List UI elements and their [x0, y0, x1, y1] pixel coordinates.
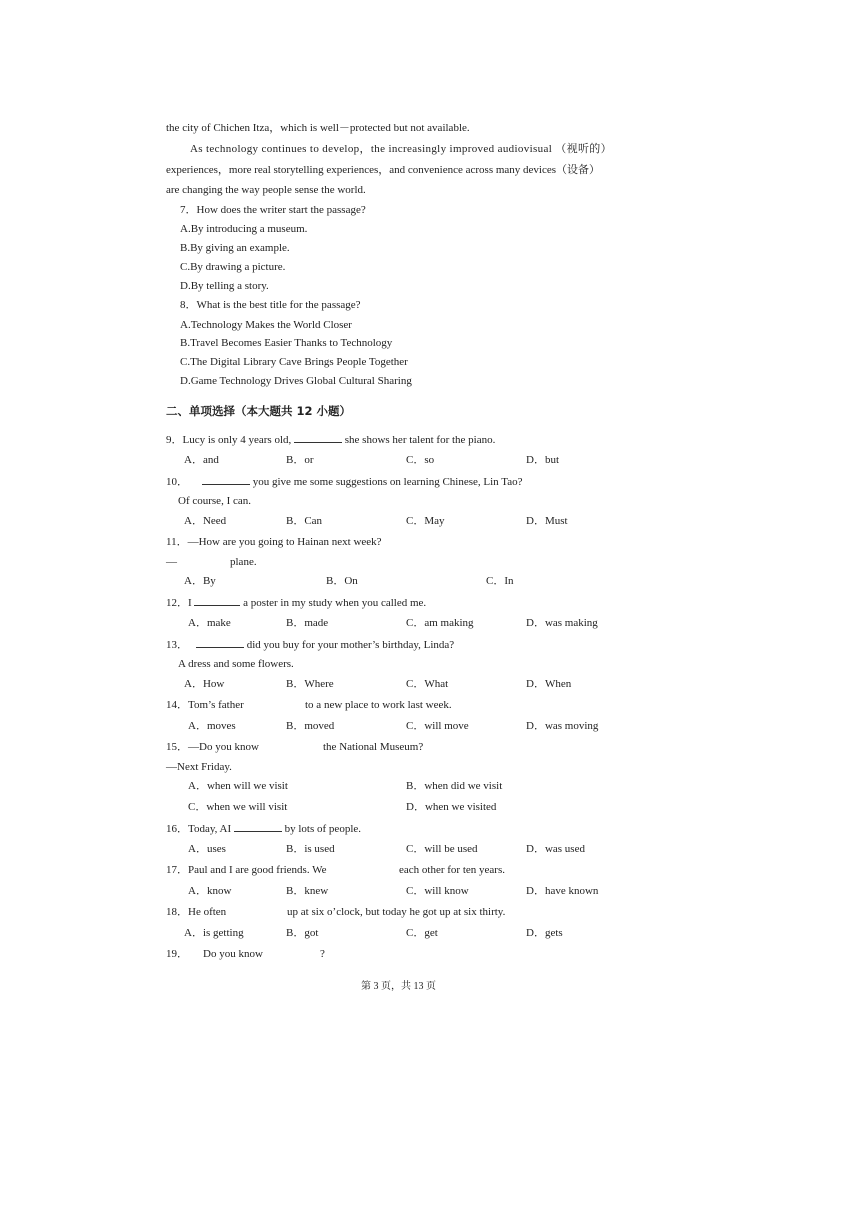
question-number: 13．	[166, 639, 188, 651]
option[interactable]: C．What	[406, 678, 449, 690]
option[interactable]: B．moved	[286, 720, 335, 732]
answer-blank	[202, 474, 250, 485]
question-14-end: to a new place to work last week.	[305, 699, 452, 711]
option[interactable]: D．but	[526, 454, 559, 466]
option[interactable]: C．will be used	[406, 843, 478, 855]
question-text: by lots of people.	[281, 823, 362, 835]
answer-line: —Next Friday.	[166, 761, 232, 773]
option[interactable]: B．or	[286, 454, 314, 466]
question-19-number: 19．	[166, 948, 188, 960]
question-8: 8．What is the best title for the passage?	[180, 299, 361, 311]
passage-line: the city of Chichen Itza，which is well－protected but not available.	[166, 122, 470, 134]
section-heading: 二、单项选择（本大题共 12 小题）	[166, 404, 352, 418]
option[interactable]: B.By giving an example.	[180, 242, 290, 254]
option[interactable]: B.Travel Becomes Easier Thanks to Technology	[180, 337, 393, 349]
passage-line: experiences，more real storytelling experiences，and convenience across many devices（设备）	[166, 164, 601, 176]
answer-line: A dress and some flowers.	[178, 658, 294, 670]
passage-line: As technology continues to develop，the increasingly improved audiovisual （视听的）	[190, 143, 613, 155]
question-12	[166, 595, 426, 610]
option[interactable]: D．Must	[526, 515, 568, 527]
option[interactable]: A.Technology Makes the World Closer	[180, 319, 352, 331]
question-number: 10．	[166, 476, 188, 488]
question-9	[166, 432, 495, 447]
page-footer: 第 3 页，共 13 页	[361, 981, 436, 992]
option[interactable]: A．know	[188, 885, 232, 897]
answer-line: Of course, I can.	[178, 495, 251, 507]
question-text: she shows her talent for the piano.	[342, 434, 496, 446]
option[interactable]: A．By	[184, 575, 216, 587]
option[interactable]: B．knew	[286, 885, 329, 897]
option[interactable]: D.By telling a story.	[180, 280, 269, 292]
question-15-end: the National Museum?	[323, 741, 424, 753]
answer-blank	[234, 821, 282, 832]
option[interactable]: A．moves	[188, 720, 236, 732]
option[interactable]: D．was making	[526, 617, 598, 629]
option[interactable]: B．Can	[286, 515, 323, 527]
passage-line: are changing the way people sense the world.	[166, 184, 366, 196]
option[interactable]: D．when we visited	[406, 801, 497, 813]
option[interactable]: A．when will we visit	[188, 780, 288, 792]
question-17-start: 17．Paul and I are good friends. We	[166, 864, 327, 876]
option[interactable]: A.By introducing a museum.	[180, 223, 308, 235]
option[interactable]: A．make	[188, 617, 231, 629]
option[interactable]: C．will move	[406, 720, 469, 732]
question-10	[166, 474, 522, 489]
question-13	[166, 637, 454, 652]
answer-line: plane.	[230, 556, 257, 568]
question-18-start: 18．He often	[166, 906, 227, 918]
option[interactable]: D．gets	[526, 927, 563, 939]
option[interactable]: B．got	[286, 927, 319, 939]
question-text: you give me some suggestions on learning Chinese, Lin Tao?	[250, 476, 523, 488]
question-19-text: Do you know	[203, 948, 263, 960]
option[interactable]: B．Where	[286, 678, 334, 690]
question-17-end: each other for ten years.	[399, 864, 505, 876]
option[interactable]: D．have known	[526, 885, 599, 897]
option[interactable]: D．was moving	[526, 720, 599, 732]
option[interactable]: A．Need	[184, 515, 227, 527]
question-text: a poster in my study when you called me.	[240, 597, 427, 609]
option[interactable]: B．when did we visit	[406, 780, 503, 792]
option[interactable]: B．is used	[286, 843, 335, 855]
answer-dash: —	[166, 556, 177, 568]
option[interactable]: C．get	[406, 927, 438, 939]
option[interactable]: D．When	[526, 678, 572, 690]
option[interactable]: C.The Digital Library Cave Brings People Together	[180, 356, 408, 368]
option[interactable]: C．In	[486, 575, 514, 587]
option[interactable]: D.Game Technology Drives Global Cultural Sharing	[180, 375, 412, 387]
option[interactable]: A．How	[184, 678, 225, 690]
question-14-start: 14．Tom’s father	[166, 699, 244, 711]
question-text: 16．Today, AI	[166, 823, 234, 835]
question-16	[166, 821, 361, 836]
question-text: 12．I	[166, 597, 195, 609]
question-7: 7．How does the writer start the passage?	[180, 204, 366, 216]
question-19-end: ?	[320, 948, 325, 960]
question-15-start: 15．—Do you know	[166, 741, 259, 753]
question-18-end: up at six o’clock, but today he got up at six thirty.	[287, 906, 506, 918]
answer-blank	[196, 637, 244, 648]
option[interactable]: C．will know	[406, 885, 469, 897]
answer-blank	[194, 595, 240, 606]
option[interactable]: C．so	[406, 454, 435, 466]
option[interactable]: C．when we will visit	[188, 801, 288, 813]
option[interactable]: C．May	[406, 515, 445, 527]
option[interactable]: A．is getting	[184, 927, 244, 939]
option[interactable]: B．On	[326, 575, 358, 587]
option[interactable]: C．am making	[406, 617, 474, 629]
question-text: 9．Lucy is only 4 years old,	[166, 434, 295, 446]
option[interactable]: D．was used	[526, 843, 585, 855]
option[interactable]: A．and	[184, 454, 219, 466]
question-11: 11．—How are you going to Hainan next week?	[166, 536, 382, 548]
option[interactable]: B．made	[286, 617, 329, 629]
option[interactable]: C.By drawing a picture.	[180, 261, 286, 273]
question-text: did you buy for your mother’s birthday, Linda?	[244, 639, 455, 651]
option[interactable]: A．uses	[188, 843, 226, 855]
answer-blank	[294, 432, 342, 443]
